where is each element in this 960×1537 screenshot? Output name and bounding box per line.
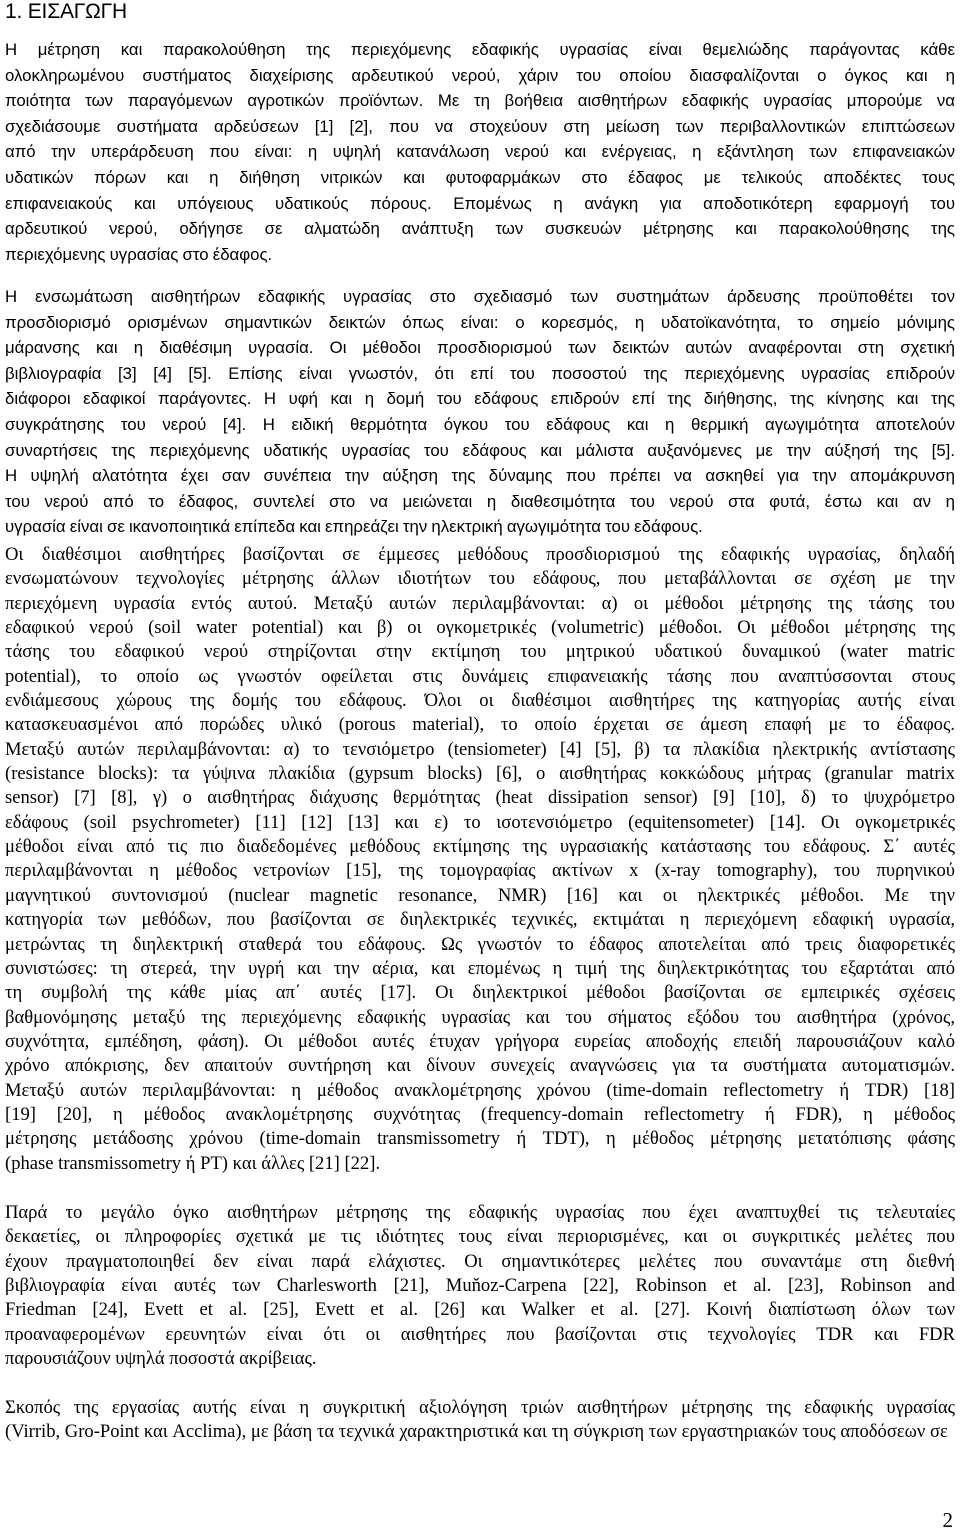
text-line: τη συμβολή της κάθε μίας απ΄ αυτές [17]. Οι διηλεκτρικοί μέθοδοι βασίζονται σε εμπειρικές σχέσεις (5, 982, 955, 1004)
text-line: υγρασία είναι σε ικανοποιητικά επίπεδα και επηρεάζει την ηλεκτρική αγωγιμότητα του εδάφους. (5, 517, 703, 537)
section-heading: 1. ΕΙΣΑΓΩΓΗ (5, 0, 127, 23)
paragraph-2 (5, 284, 955, 540)
text-line: διάφοροι εδαφικοί παράγοντες. Η υφή και η δομή του εδάφους επιδρούν επί της διήθησης, της κίνησης και της (5, 389, 955, 409)
text-line: αρδευτικού νερού, οδήγησε σε αλματώδη ανάπτυξη των συσκευών μέτρησης και παρακολούθησης της (5, 219, 955, 239)
text-line: ενσωματώνουν τεχνολογίες μέτρησης άλλων ιδιοτήτων του εδάφους, που μεταβάλλονται σε σχέση με την (5, 568, 955, 590)
text-line: προσδιορισμό ορισμένων σημαντικών δεικτών όπως είναι: ο κορεσμός, η υδατοϊκανότητα, το σημείο μόνιμης (5, 312, 955, 332)
text-line: κατηγορία των μεθόδων, που βασίζονται σε διηλεκτρικές τεχνικές, εκτιμάται η περιεχόμενη εδαφική υγρασία, (5, 909, 955, 931)
text-line: εδαφικού νερού (soil water potential) και β) οι ογκομετρικές (volumetric) μέθοδοι. Οι μέθοδοι μέτρησης της (5, 617, 955, 639)
text-line: συνιστώσες: τη στερεά, την υγρή και την αέρια, και επομένως η τιμή της διηλεκτρικότητας του εξαρτάται από (5, 957, 955, 979)
text-line: Η υψηλή αλατότητα έχει σαν συνέπεια την αύξηση της δύναμης που πρέπει να ασκηθεί για την απομάκρυνση (5, 466, 955, 486)
text-line: περιεχόμενης υγρασίας στο έδαφος. (5, 244, 273, 264)
text-line: χρόνο απόκρισης, δεν απαιτούν συντήρηση και δίνουν συνεχείς αναγνώσεις για τα συστήματα αυτοματισμών. (5, 1055, 955, 1077)
text-line: έχουν πραγματοποιηθεί δεν είναι παρά ελάχιστες. Οι σημαντικότερες μελέτες που συναντάμε στη διεθνή (5, 1250, 955, 1272)
text-line: μέθοδοι είναι από τις πιο διαδεδομένες μεθόδους εκτίμησης της υγρασιακής κατάστασης του εδάφους. Σ΄ αυτές (5, 836, 955, 858)
text-line: (phase transmissometry ή PT) και άλλες [21] [22]. (5, 1152, 381, 1174)
text-line: μέτρησης μετάδοσης χρόνου (time-domain transmissometry ή TDT), η μέθοδος μέτρησης μετατόπισης φάσης (5, 1128, 955, 1150)
text-line: εδάφους (soil psychrometer) [11] [12] [13] και ε) το ισοτενσιόμετρο (equitensometer) [14]. Οι ογκομετρικές (5, 811, 955, 833)
text-line: Παρά το μεγάλο όγκο αισθητήρων μέτρησης της εδαφικής υγρασίας που έχει αναπτυχθεί τις τελευταίες (5, 1202, 955, 1223)
text-line: sensor) [7] [8], γ) ο αισθητήρας διάχυσης θερμότητας (heat dissipation sensor) [9] [10], δ) το ψυχρόμετρο (5, 787, 955, 809)
text-line: προαναφερομένων ερευνητών είναι ότι οι αισθητήρες που βασίζονται στις τεχνολογίες TDR και FDR (5, 1323, 955, 1345)
text-line: βιβλιογραφία είναι αυτές των Charlesworth [21], Muňoz-Carpena [22], Robinson et al. [23], Robinson and (5, 1275, 955, 1297)
text-line: περιεχόμενη υγρασία εντός αυτού. Μεταξύ αυτών περιλαμβάνονται: α) οι μέθοδοι μέτρησης της τάσης του (5, 592, 955, 614)
text-line: του νερού από το έδαφος, συντελεί στο να μειώνεται η διαθεσιμότητα του νερού στα φυτά, έστω και αν η (5, 491, 955, 511)
text-line: συγκράτησης του νερού [4]. Η ειδική θερμότητα όγκου του εδάφους και η θερμική αγωγιμότητα αποτελούν (5, 414, 955, 434)
text-line: βιβλιογραφία [3] [4] [5]. Επίσης είναι γνωστόν, ότι επί του ποσοστού της περιεχόμενης υγρασίας επιδρούν (5, 363, 955, 383)
page-number: 2 (942, 1508, 953, 1532)
text-line: κατασκευασμένοι από πορώδες υλικό (porous material), το οποίο έρχεται σε άμεση επαφή με το έδαφος. (5, 714, 955, 736)
text-line: Μεταξύ αυτών περιλαμβάνονται: η μέθοδος ανακλομέτρησης χρόνου (time-domain reflectometry ή TDR) [18] (5, 1079, 955, 1101)
text-line: (resistance blocks): τα γύψινα πλακίδια (gypsum blocks) [6], ο αισθητήρας κοκκώδους μήτρας (granular matrix (5, 763, 955, 785)
text-line: Μεταξύ αυτών περιλαμβάνονται: α) το τενσιόμετρο (tensiometer) [4] [5], β) τα πλακίδια ηλεκτρικής αντίστασης (5, 738, 955, 760)
paragraph-1 (5, 37, 955, 267)
text-line: από την υπεράρδευση που είναι: η υψηλή κατανάλωση νερού και ενέργειας, η εξάντληση των επιφανειακών (5, 142, 955, 162)
text-line: υδατικών πόρων και η διήθηση νιτρικών και φυτοφαρμάκων στο έδαφος με τελικούς αποδέκτες τους (5, 167, 955, 187)
text-line: δεκαετίες, οι πληροφορίες σχετικά με τις ιδιότητες τους είναι περιορισμένες, και οι συγκριτικές μελέτες που (5, 1226, 955, 1248)
text-line: Σκοπός της εργασίας αυτής είναι η συγκριτική αξιολόγηση τριών αισθητήρων μέτρησης της εδαφικής υγρασίας (5, 1397, 955, 1418)
text-line: ολοκληρωμένου συστήματος διαχείρισης αρδευτικού νερού, χάριν του οποίου διασφαλίζονται ο όγκος και η (5, 65, 955, 85)
text-line: ποιότητα των παραγόμενων αγροτικών προϊόντων. Με τη βοήθεια αισθητήρων εδαφικής υγρασίας μπορούμε να (5, 91, 955, 111)
text-line: (Virrib, Gro-Point και Acclima), με βάση τα τεχνικά χαρακτηριστικά και τη σύγκριση των εργαστηριακών τους αποδόσεων σε (5, 1421, 948, 1443)
text-line: σχεδιάσουμε συστήματα αρδεύσεων [1] [2], που να στοχεύουν στη μείωση των περιβαλλοντικών επιπτώσεων (5, 116, 955, 136)
text-line: συναρτήσεις της περιεχόμενης υδατικής υγρασίας του εδάφους και μάλιστα αυξανόμενες με την αύξησή της [5]. (5, 440, 955, 460)
text-line: [19] [20], η μέθοδος ανακλομέτρησης συχνότητας (frequency-domain reflectometry ή FDR), η μέθοδος (5, 1103, 955, 1125)
text-line: βαθμονόμησης μεταξύ της περιεχόμενης εδαφικής υγρασίας και του σήματος εξόδου του αισθητήρα (χρόνος, (5, 1006, 955, 1028)
text-line: μάρανσης και η διαθέσιμη υγρασία. Οι μέθοδοι προσδιορισμού των δεικτών αυτών αναφέρονται στη σχετική (5, 338, 955, 358)
text-line: επιφανειακούς και υπόγειους υδατικούς πόρους. Επομένως η ανάγκη για αποδοτικότερη εφαρμογή του (5, 193, 955, 213)
paragraph-3 (5, 543, 955, 1176)
text-line: μαγνητικού συντονισμού (nuclear magnetic resonance, NMR) [16] και οι ηλεκτρικές μέθοδοι. Με την (5, 884, 955, 906)
text-line: τάσης του εδαφικού νερού στηρίζονται στην εκτίμηση του μητρικού υδατικού δυναμικού (water matric (5, 641, 955, 663)
text-line: παρουσιάζουν υψηλά ποσοστά ακρίβειας. (5, 1348, 317, 1370)
text-line: Η ενσωμάτωση αισθητήρων εδαφικής υγρασίας στο σχεδιασμό των συστημάτων άρδευσης προϋποθέτει τον (5, 287, 955, 306)
paragraph-5 (5, 1396, 955, 1445)
text-line: συχνότητα, εμπέδηση, φάση). Οι μέθοδοι αυτές έτυχαν γρήγορα ευρείας αποδοχής επειδή παρουσιάζουν καλό (5, 1030, 955, 1052)
text-line: potential), το οποίο ως γνωστόν οφείλεται στις δυνάμεις επιφανειακής τάσης που αναπτύσσονται στους (5, 665, 955, 687)
text-line: περιλαμβάνονται η μέθοδος νετρονίων [15], της τομογραφίας ακτίνων x (x-ray tomography), του πυρηνικού (5, 860, 955, 882)
text-line: μετρώντας τη διηλεκτρική σταθερά του εδάφους. Ως γνωστόν το έδαφος αποτελείται από τρεις διαφορετικές (5, 933, 955, 955)
paragraph-4 (5, 1201, 955, 1371)
text-line: Η μέτρηση και παρακολούθηση της περιεχόμενης εδαφικής υγρασίας είναι θεμελιώδης παράγοντας κάθε (5, 40, 955, 59)
text-line: Friedman [24], Evett et al. [25], Evett et al. [26] και Walker et al. [27]. Κοινή διαπίστωση όλων των (5, 1299, 955, 1321)
text-line: ενδιάμεσους χώρους της δομής του εδάφους. Όλοι οι διαθέσιμοι αισθητήρες της κατηγορίας αυτής είναι (5, 690, 955, 712)
text-line: Οι διαθέσιμοι αισθητήρες βασίζονται σε έμμεσες μεθόδους προσδιορισμού της εδαφικής υγρασίας, δηλαδή (5, 544, 955, 565)
